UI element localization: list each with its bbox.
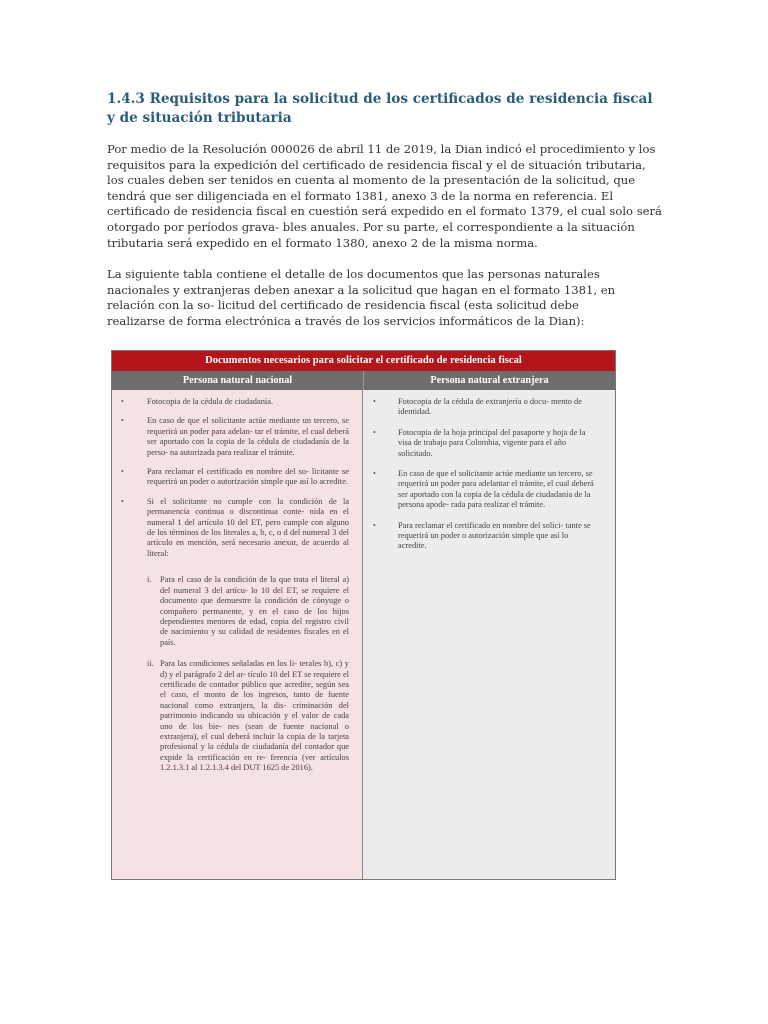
list-item-text: Para reclamar el certificado en nombre del solici- tante se requerirá un poder o autorización simple que así lo acredite. xyxy=(398,520,591,551)
literal-sublist xyxy=(147,575,349,773)
bullet-icon: • xyxy=(373,427,376,437)
list-item xyxy=(121,397,349,407)
section-heading: 1.4.3 Requisitos para la solicitud de los certificados de residencia fiscal y de situación tributaria xyxy=(107,91,653,126)
column-nacional xyxy=(112,390,363,879)
table-body xyxy=(112,390,615,879)
extranjera-list xyxy=(373,397,597,562)
list-item-text: Fotocopia de la cédula de ciudadanía. xyxy=(147,397,274,406)
list-item xyxy=(373,521,597,552)
nacional-list xyxy=(121,397,349,785)
bullet-icon: • xyxy=(121,416,124,426)
list-item xyxy=(121,497,349,774)
sub-item-text: Para el caso de la condición de la que trata el literal a) del numeral 3 del artícu- lo 10 del ET, se requiere el documento que demuestre la condición de cónyuge o compañero permanente, y en el caso de los hijos dependientes menores de edad, copia del registro civil de nacimiento y su calidad de residentes fiscales en el país. xyxy=(160,575,349,647)
column-extranjera xyxy=(363,390,615,879)
bullet-icon: • xyxy=(373,520,376,530)
list-item-text: Para reclamar el certificado en nombre del so- licitante se requerirá un poder o autorización simple que así lo acredite. xyxy=(147,467,349,487)
list-item xyxy=(373,428,597,459)
column-header-nacional: Persona natural nacional xyxy=(112,371,364,390)
list-item-text: En caso de que el solicitante actúe mediante un tercero, se requerirá un poder para adelantar el trámite, el cual deberá ser aportado con la copia de la cédula de ciudadanía de la persona apode- rada para realizar el trámite. xyxy=(398,469,594,510)
paragraph-table-intro: La siguiente tabla contiene el detalle de los documentos que las personas naturales nacionales y extranjeras deben anexar a la solicitud que hagan en el formato 1381, en relación con la so- licitud del certificado de residencia fiscal (esta solicitud debe realizarse de forma electrónica a través de los servicios informáticos de la Dian): xyxy=(107,267,616,328)
list-item-text: Fotocopia de la cédula de extranjería o docu- mento de identidad. xyxy=(398,397,582,417)
list-item-text: Fotocopia de la hoja principal del pasaporte y hoja de la visa de trabajo para Colombia, vigente para el año solicitado. xyxy=(398,427,586,458)
bullet-icon: • xyxy=(121,496,124,506)
document-page xyxy=(107,90,662,328)
sub-list-item xyxy=(147,659,349,773)
list-item xyxy=(121,467,349,488)
bullet-icon: • xyxy=(121,467,124,477)
roman-numeral: ii. xyxy=(147,659,154,669)
list-item-text: Si el solicitante no cumple con la condición de la permanencia continua o discontinua conte- nida en el numeral 1 del artículo 10 del ET, pero cumple con alguno de los términos de los literales a, b, c, o d del numeral 3 del artículo en mención, será necesario anexar, de acuerdo al literal: xyxy=(147,496,349,558)
column-header-extranjera: Persona natural extranjera xyxy=(364,371,615,390)
roman-numeral: i. xyxy=(147,575,152,585)
list-item xyxy=(373,397,597,418)
table-column-headers xyxy=(112,371,615,390)
bullet-icon: • xyxy=(373,397,376,406)
bullet-icon: • xyxy=(121,397,124,406)
sub-list-item xyxy=(147,575,349,648)
list-item xyxy=(373,469,597,511)
list-item-text: En caso de que el solicitante actúe mediante un tercero, se requerirá un poder para adelan- tar el trámite, el cual deberá ser aportado con la copia de la cédula de ciudadanía de la perso- na autorizada para realizar el trámite. xyxy=(147,416,349,457)
sub-item-text: Para las condiciones señaladas en los li- terales b), c) y d) y el parágrafo 2 del ar- tículo 10 del ET se requiere el certificado de contador público que acredite, según sea el caso, el monto de los ingresos, tanto de fuente nacional como extranjera, la dis- criminación del patrimonio indicando su ubicación y el valor de cada uno de los bie- nes (sean de fuente nacional o extranjera), el cual deberá incluir la copia de la tarjeta profesional y la cédula de ciudadanía del contador que expide la certificación en re- ferencia (ver artículos 1.2.1.3.1 al 1.2.1.3.4 del DUT 1625 de 2016). xyxy=(160,659,349,773)
paragraph-intro: Por medio de la Resolución 000026 de abril 11 de 2019, la Dian indicó el procedimiento y los requisitos para la expedición del certificado de residencia fiscal y el de situación tributaria, los cuales deben ser tenidos en cuenta al momento de la presentación de la solicitud, que tendrá que ser diligenciada en el formato 1381, anexo 3 de la norma en referencia. El certificado de residencia fiscal en cuestión será expedido en el formato 1379, el cual solo será otorgado por períodos grava- bles anuales. Por su parte, el correspondiente a la situación tributaria será expedido en el formato 1380, anexo 2 de la misma norma. xyxy=(107,142,662,250)
list-item xyxy=(121,416,349,458)
table-title: Documentos necesarios para solicitar el certificado de residencia fiscal xyxy=(112,351,615,371)
bullet-icon: • xyxy=(373,469,376,479)
requirements-table xyxy=(111,350,616,880)
